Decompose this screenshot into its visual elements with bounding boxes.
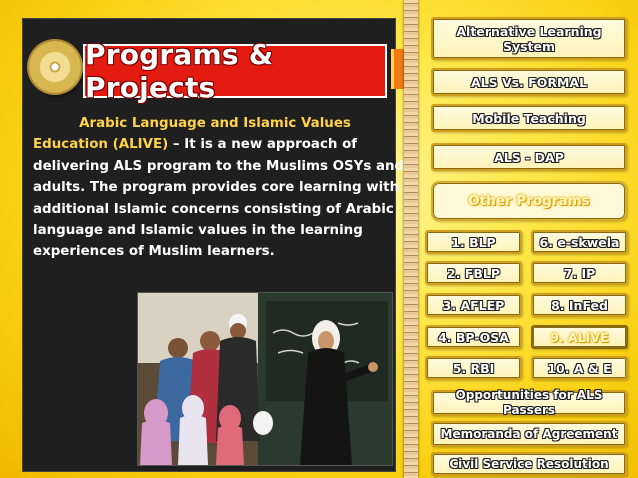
body-line-1: Arabic Language and Islamic Values (79, 116, 351, 131)
description-text (33, 113, 405, 263)
classroom-photo (137, 292, 393, 466)
body-line-6: language and Islamic values in the learning (33, 223, 363, 239)
nav-program-blp[interactable]: 1. BLP (425, 230, 522, 254)
nav-alternative-learning-system[interactable]: Alternative Learning System (431, 17, 627, 60)
page-title: Programs & Projects (85, 38, 274, 104)
nav-als-dap[interactable]: ALS - DAP (431, 143, 627, 171)
body-line-2 (33, 134, 385, 155)
vertical-divider (404, 0, 418, 478)
nav-program-rbi[interactable]: 5. RBI (425, 356, 522, 380)
nav-program-ip[interactable]: 7. IP (531, 261, 628, 285)
body-line-7: experiences of Muslim learners. (33, 244, 275, 260)
nav-program-aflep[interactable]: 3. AFLEP (425, 293, 522, 317)
body-line-3: delivering ALS program to the Muslims OSYs and (33, 158, 405, 174)
body-line-5: additional Islamic concerns consisting of Arabic (33, 201, 394, 217)
nav-als-vs-formal[interactable]: ALS Vs. FORMAL (431, 68, 627, 96)
nav-mobile-teaching[interactable]: Mobile Teaching (431, 104, 627, 132)
nav-memoranda-of-agreement[interactable]: Memoranda of Agreement (431, 421, 627, 447)
nav-program-a-and-e[interactable]: 10. A & E (531, 356, 628, 380)
title-banner (83, 38, 387, 104)
nav-program-alive[interactable]: 9. ALIVE (531, 325, 628, 349)
nav-program-e-skwela[interactable]: 6. e-skwela (531, 230, 628, 254)
program-name-highlight: Education (ALIVE) (33, 137, 169, 153)
body-line-4: adults. The program provides core learning with (33, 180, 400, 196)
nav-program-fblp[interactable]: 2. FBLP (425, 261, 522, 285)
nav-opportunities-for-als-passers[interactable]: Opportunities for ALS Passers (431, 390, 627, 416)
nav-program-bp-osa[interactable]: 4. BP-OSA (425, 325, 522, 349)
body-line-2-rest: – It is a new approach of (168, 137, 358, 153)
nav-civil-service-resolution[interactable]: Civil Service Resolution (431, 452, 627, 476)
nav-other-programs[interactable]: Other Programs (431, 181, 627, 221)
nav-program-infed[interactable]: 8. InFed (531, 293, 628, 317)
cd-disc-icon (29, 41, 81, 93)
